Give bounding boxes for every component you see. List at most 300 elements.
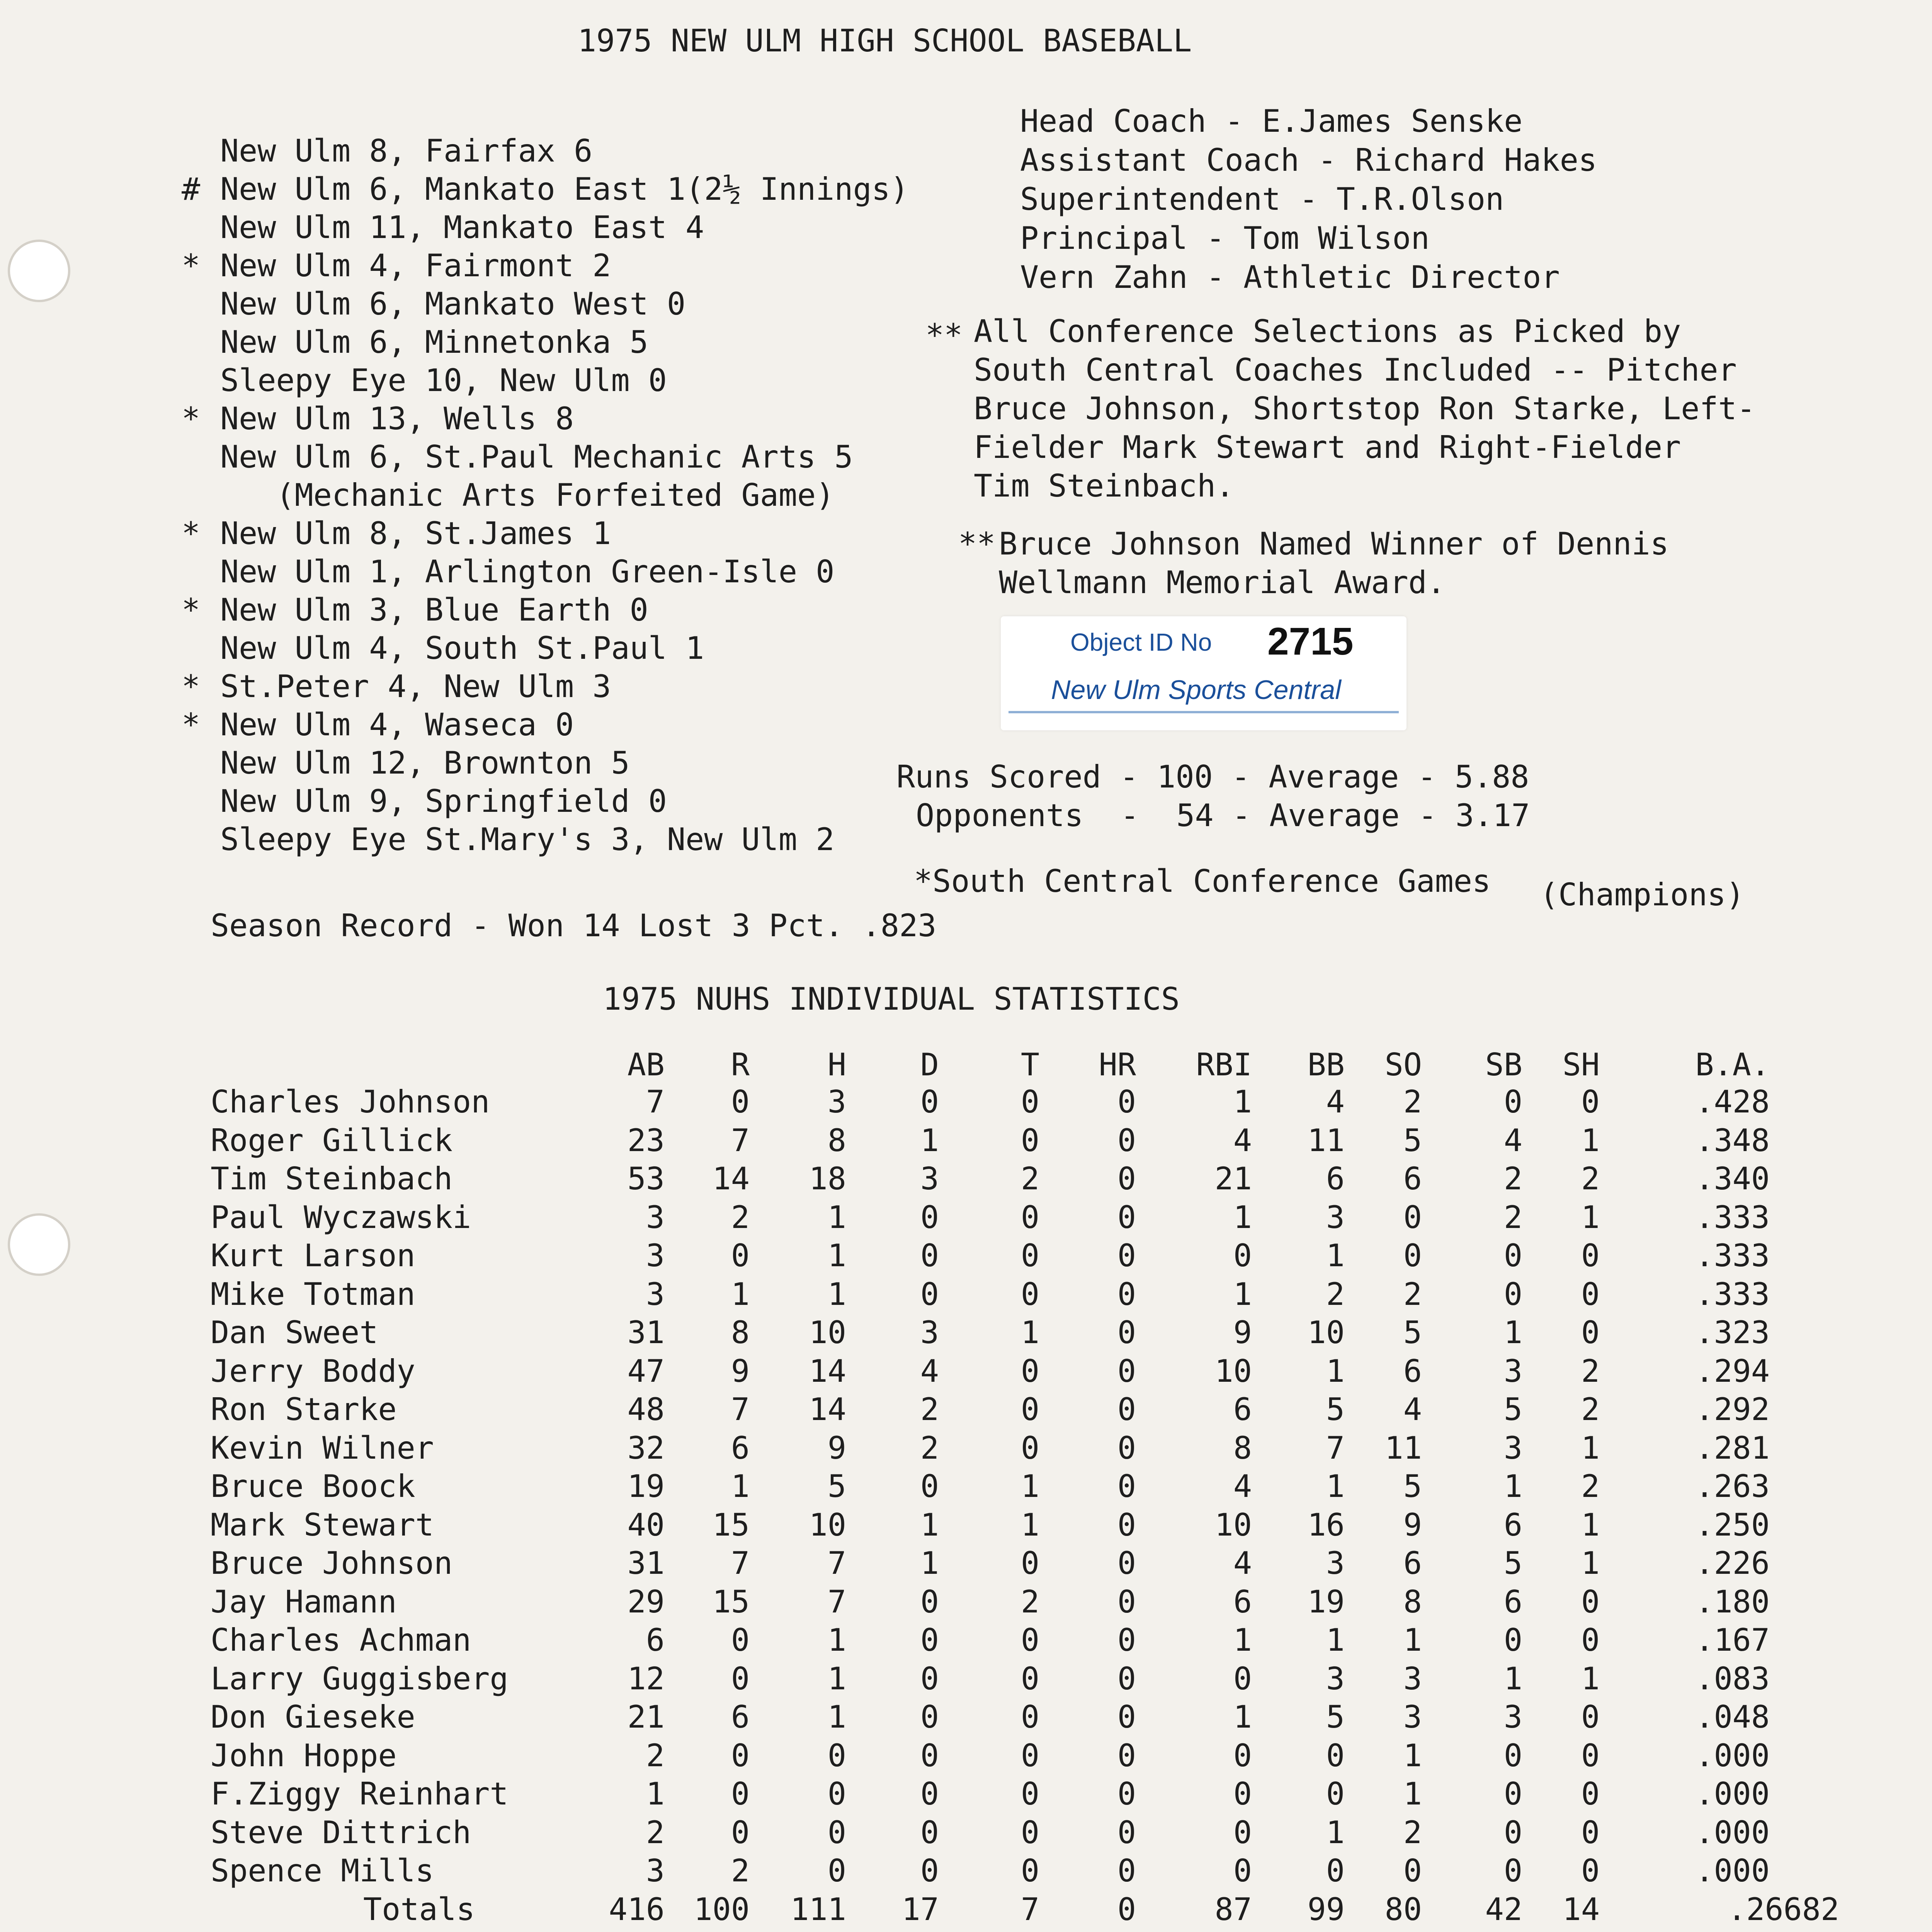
batting-player-name: Kurt Larson — [211, 1238, 415, 1274]
batting-cell: 0 — [1020, 1853, 1039, 1889]
batting-cell: .340 — [1695, 1161, 1770, 1197]
batting-header: SH — [1562, 1047, 1600, 1083]
batting-cell: 2 — [1020, 1583, 1039, 1620]
batting-cell: 0 — [731, 1238, 750, 1274]
batting-cell: 1 — [1581, 1507, 1600, 1543]
object-id-label: Object ID No — [1070, 628, 1212, 656]
batting-cell: 5 — [827, 1468, 846, 1504]
all-conference-line: Bruce Johnson, Shortstop Ron Starke, Left- — [974, 391, 1755, 427]
batting-cell: 40 — [627, 1507, 665, 1543]
batting-cell: .000 — [1695, 1776, 1770, 1812]
batting-header: SO — [1384, 1047, 1422, 1083]
batting-cell: 9 — [1233, 1315, 1252, 1350]
batting-player-name: Ron Starke — [211, 1391, 397, 1427]
batting-cell: 0 — [1233, 1776, 1252, 1812]
game-result: New Ulm 8, Fairfax 6 — [220, 133, 593, 169]
batting-cell: 1 — [827, 1699, 846, 1735]
batting-cell: 0 — [1020, 1660, 1039, 1697]
batting-cell: 1 — [1503, 1468, 1522, 1504]
batting-cell: 10 — [809, 1507, 846, 1543]
game-result: New Ulm 6, Mankato West 0 — [220, 286, 686, 322]
batting-cell: 0 — [731, 1776, 750, 1812]
batting-cell: 0 — [1233, 1814, 1252, 1850]
batting-cell: 4 — [1233, 1468, 1252, 1504]
batting-cell: 1 — [731, 1468, 750, 1504]
batting-cell: 0 — [1233, 1660, 1252, 1697]
batting-totals-label: Totals — [363, 1891, 475, 1927]
batting-header: RBI — [1196, 1047, 1252, 1083]
batting-cell: 6 — [646, 1622, 665, 1658]
batting-cell: 1 — [1326, 1814, 1345, 1850]
batting-player-name: Don Gieseke — [211, 1699, 415, 1735]
staff-line: Principal - Tom Wilson — [1020, 220, 1430, 256]
batting-player-name: Dan Sweet — [211, 1315, 378, 1350]
batting-cell: 7 — [731, 1122, 750, 1158]
batting-cell: 0 — [1117, 1507, 1136, 1543]
batting-cell: 0 — [1117, 1622, 1136, 1658]
batting-cell: 2 — [1403, 1276, 1422, 1312]
batting-cell: 1 — [1581, 1545, 1600, 1581]
batting-header: H — [827, 1047, 846, 1083]
batting-cell: 1 — [1233, 1699, 1252, 1735]
game-result: (Mechanic Arts Forfeited Game) — [220, 477, 835, 513]
batting-header: R — [731, 1047, 750, 1083]
batting-cell: 1 — [1403, 1776, 1422, 1812]
batting-cell: 0 — [920, 1468, 939, 1504]
all-conference-line: All Conference Selections as Picked by — [974, 313, 1681, 349]
batting-cell: 1 — [920, 1507, 939, 1543]
game-result: New Ulm 8, St.James 1 — [220, 515, 611, 551]
batting-cell: 0 — [1503, 1622, 1522, 1658]
batting-cell: 6 — [1503, 1507, 1522, 1543]
batting-cell: 0 — [1581, 1814, 1600, 1850]
all-conference-line: Tim Steinbach. — [974, 468, 1235, 504]
object-id-org: New Ulm Sports Central — [1051, 675, 1341, 705]
batting-cell: .167 — [1695, 1622, 1770, 1658]
batting-cell: 0 — [1020, 1699, 1039, 1735]
batting-cell: .333 — [1695, 1276, 1770, 1312]
batting-cell: 7 — [827, 1583, 846, 1620]
batting-cell: 0 — [731, 1084, 750, 1120]
batting-cell: 0 — [1117, 1122, 1136, 1158]
batting-header: BB — [1307, 1047, 1345, 1083]
batting-cell: 2 — [1503, 1161, 1522, 1197]
batting-cell: .000 — [1695, 1737, 1770, 1774]
batting-cell: 0 — [1233, 1853, 1252, 1889]
game-result: New Ulm 6, Mankato East 1(2½ Innings) — [220, 171, 909, 207]
batting-cell: 6 — [1233, 1391, 1252, 1427]
batting-total-cell: 0 — [1117, 1891, 1136, 1927]
batting-cell: 1 — [1233, 1276, 1252, 1312]
batting-cell: 21 — [1214, 1161, 1252, 1197]
batting-cell: 0 — [920, 1776, 939, 1812]
game-result: New Ulm 9, Springfield 0 — [220, 783, 667, 819]
award-mark: ** — [958, 526, 996, 562]
batting-cell: .226 — [1695, 1545, 1770, 1581]
batting-cell: 1 — [1233, 1199, 1252, 1235]
batting-cell: 7 — [731, 1391, 750, 1427]
staff-line: Vern Zahn - Athletic Director — [1020, 259, 1560, 295]
batting-cell: 6 — [1326, 1161, 1345, 1197]
batting-cell: 0 — [827, 1776, 846, 1812]
batting-header: AB — [627, 1047, 665, 1083]
batting-cell: 3 — [1503, 1699, 1522, 1735]
batting-player-name: Spence Mills — [211, 1853, 434, 1889]
batting-cell: 6 — [1233, 1583, 1252, 1620]
batting-player-name: Jerry Boddy — [211, 1353, 415, 1389]
staff-line: Superintendent - T.R.Olson — [1020, 181, 1504, 217]
batting-cell: 1 — [1233, 1084, 1252, 1120]
batting-cell: 0 — [920, 1660, 939, 1697]
batting-cell: 3 — [646, 1276, 665, 1312]
batting-cell: 0 — [1403, 1199, 1422, 1235]
batting-cell: 0 — [1326, 1853, 1345, 1889]
batting-cell: 0 — [827, 1737, 846, 1774]
batting-total-cell: 416 — [609, 1891, 665, 1927]
batting-cell: 0 — [1117, 1699, 1136, 1735]
game-mark: # — [182, 171, 201, 207]
batting-total-cell: .26682 — [1728, 1891, 1839, 1927]
batting-cell: 6 — [1403, 1161, 1422, 1197]
batting-cell: 19 — [1307, 1583, 1345, 1620]
batting-cell: 3 — [1326, 1660, 1345, 1697]
batting-cell: 0 — [920, 1084, 939, 1120]
batting-total-cell: 14 — [1562, 1891, 1600, 1927]
game-result: Sleepy Eye St.Mary's 3, New Ulm 2 — [220, 821, 835, 857]
batting-cell: 0 — [731, 1660, 750, 1697]
batting-cell: 1 — [731, 1276, 750, 1312]
game-result: New Ulm 12, Brownton 5 — [220, 745, 630, 781]
batting-cell: .348 — [1695, 1122, 1770, 1158]
conference-note: *South Central Conference Games — [914, 863, 1491, 899]
batting-cell: .180 — [1695, 1583, 1770, 1620]
batting-cell: 0 — [920, 1737, 939, 1774]
batting-cell: 1 — [1581, 1199, 1600, 1235]
batting-cell: 18 — [809, 1161, 846, 1197]
batting-cell: 0 — [1020, 1737, 1039, 1774]
all-conference-line: South Central Coaches Included -- Pitcher — [974, 352, 1737, 388]
opponents-runs: Opponents - 54 - Average - 3.17 — [916, 798, 1530, 833]
batting-cell: 15 — [712, 1583, 750, 1620]
batting-cell: 3 — [1403, 1699, 1422, 1735]
batting-player-name: Roger Gillick — [211, 1122, 453, 1158]
batting-cell: 0 — [1020, 1430, 1039, 1466]
batting-total-cell: 100 — [694, 1891, 750, 1927]
batting-cell: 14 — [809, 1391, 846, 1427]
batting-cell: 7 — [646, 1084, 665, 1120]
batting-cell: .083 — [1695, 1660, 1770, 1697]
batting-cell: 0 — [920, 1853, 939, 1889]
batting-cell: 48 — [627, 1391, 665, 1427]
batting-cell: 0 — [1581, 1699, 1600, 1735]
game-result: New Ulm 6, Minnetonka 5 — [220, 324, 648, 360]
batting-cell: 1 — [1326, 1622, 1345, 1658]
batting-cell: .323 — [1695, 1315, 1770, 1350]
batting-cell: 1 — [1581, 1122, 1600, 1158]
game-mark: * — [182, 668, 201, 704]
batting-cell: 0 — [1117, 1814, 1136, 1850]
batting-player-name: Kevin Wilner — [211, 1430, 434, 1466]
batting-cell: 1 — [646, 1776, 665, 1812]
batting-cell: 2 — [731, 1853, 750, 1889]
batting-cell: 3 — [1503, 1430, 1522, 1466]
batting-cell: 2 — [1581, 1353, 1600, 1389]
batting-cell: 8 — [827, 1122, 846, 1158]
batting-cell: 0 — [1581, 1315, 1600, 1350]
batting-cell: 1 — [920, 1122, 939, 1158]
batting-cell: 4 — [1503, 1122, 1522, 1158]
batting-cell: 1 — [827, 1660, 846, 1697]
batting-cell: 2 — [1581, 1468, 1600, 1504]
champions-note: (Champions) — [1540, 877, 1745, 913]
batting-cell: 0 — [1581, 1737, 1600, 1774]
batting-cell: 7 — [827, 1545, 846, 1581]
batting-cell: 6 — [731, 1430, 750, 1466]
batting-cell: 29 — [627, 1583, 665, 1620]
batting-cell: 0 — [1117, 1391, 1136, 1427]
batting-cell: 2 — [646, 1737, 665, 1774]
batting-player-name: Bruce Boock — [211, 1468, 415, 1504]
game-result: New Ulm 13, Wells 8 — [220, 401, 574, 437]
batting-cell: .292 — [1695, 1391, 1770, 1427]
batting-total-cell: 42 — [1485, 1891, 1522, 1927]
batting-cell: 0 — [1503, 1814, 1522, 1850]
batting-cell: 10 — [1214, 1353, 1252, 1389]
batting-cell: 0 — [1117, 1737, 1136, 1774]
batting-cell: .294 — [1695, 1353, 1770, 1389]
batting-cell: 0 — [1233, 1737, 1252, 1774]
batting-cell: 0 — [1581, 1276, 1600, 1312]
batting-cell: 9 — [827, 1430, 846, 1466]
batting-cell: 5 — [1326, 1699, 1345, 1735]
batting-cell: 0 — [1117, 1315, 1136, 1350]
batting-player-name: Bruce Johnson — [211, 1545, 453, 1581]
batting-cell: 1 — [1581, 1430, 1600, 1466]
batting-cell: 1 — [827, 1276, 846, 1312]
batting-cell: 10 — [809, 1315, 846, 1350]
batting-cell: 3 — [1326, 1199, 1345, 1235]
batting-cell: 2 — [1403, 1814, 1422, 1850]
game-mark: * — [182, 515, 201, 551]
all-conference-line: Fielder Mark Stewart and Right-Fielder — [974, 429, 1681, 465]
batting-cell: 2 — [1020, 1161, 1039, 1197]
object-id-stamp — [1001, 616, 1406, 730]
batting-cell: 0 — [1117, 1468, 1136, 1504]
batting-cell: 2 — [1503, 1199, 1522, 1235]
batting-cell: 4 — [1233, 1122, 1252, 1158]
batting-cell: 2 — [1403, 1084, 1422, 1120]
batting-cell: 0 — [1581, 1853, 1600, 1889]
batting-cell: 0 — [1326, 1776, 1345, 1812]
batting-cell: 1 — [1020, 1468, 1039, 1504]
batting-cell: 0 — [1020, 1776, 1039, 1812]
batting-cell: 1 — [1020, 1507, 1039, 1543]
batting-total-cell: 99 — [1307, 1891, 1345, 1927]
batting-player-name: Steve Dittrich — [211, 1814, 471, 1850]
batting-cell: 0 — [1117, 1199, 1136, 1235]
award-line: Wellmann Memorial Award. — [999, 565, 1446, 600]
batting-cell: 31 — [627, 1315, 665, 1350]
batting-cell: 11 — [1384, 1430, 1422, 1466]
game-mark: * — [182, 592, 201, 628]
batting-cell: .263 — [1695, 1468, 1770, 1504]
batting-cell: 12 — [627, 1660, 665, 1697]
batting-cell: 6 — [1403, 1545, 1422, 1581]
batting-cell: 2 — [731, 1199, 750, 1235]
batting-cell: 2 — [920, 1391, 939, 1427]
batting-cell: 0 — [1503, 1238, 1522, 1274]
batting-cell: 0 — [1403, 1853, 1422, 1889]
batting-cell: 1 — [1020, 1315, 1039, 1350]
batting-cell: 1 — [1233, 1622, 1252, 1658]
batting-cell: 0 — [1117, 1660, 1136, 1697]
batting-cell: 1 — [1503, 1315, 1522, 1350]
batting-cell: 0 — [1020, 1276, 1039, 1312]
batting-cell: 3 — [646, 1238, 665, 1274]
batting-cell: 0 — [1581, 1084, 1600, 1120]
batting-cell: 0 — [1020, 1199, 1039, 1235]
batting-cell: .250 — [1695, 1507, 1770, 1543]
batting-cell: 0 — [1581, 1776, 1600, 1812]
batting-cell: 0 — [827, 1853, 846, 1889]
batting-cell: 8 — [1403, 1583, 1422, 1620]
batting-cell: 3 — [920, 1315, 939, 1350]
batting-cell: 0 — [1020, 1545, 1039, 1581]
batting-cell: 4 — [1326, 1084, 1345, 1120]
batting-cell: .000 — [1695, 1814, 1770, 1850]
batting-cell: 5 — [1503, 1391, 1522, 1427]
batting-cell: 0 — [1581, 1238, 1600, 1274]
batting-player-name: F.Ziggy Reinhart — [211, 1776, 509, 1812]
batting-cell: 0 — [1117, 1276, 1136, 1312]
batting-cell: 2 — [1581, 1391, 1600, 1427]
binder-hole — [8, 1213, 70, 1276]
batting-cell: 0 — [1581, 1622, 1600, 1658]
batting-cell: 1 — [1326, 1353, 1345, 1389]
batting-cell: 0 — [1326, 1737, 1345, 1774]
game-result: New Ulm 4, Waseca 0 — [220, 707, 574, 743]
batting-cell: 1 — [1326, 1238, 1345, 1274]
batting-cell: 15 — [712, 1507, 750, 1543]
batting-cell: 1 — [920, 1545, 939, 1581]
batting-player-name: Mike Totman — [211, 1276, 415, 1312]
batting-cell: 1 — [827, 1199, 846, 1235]
batting-cell: 0 — [1117, 1776, 1136, 1812]
game-result: New Ulm 11, Mankato East 4 — [220, 209, 704, 245]
batting-cell: .281 — [1695, 1430, 1770, 1466]
batting-cell: 2 — [1326, 1276, 1345, 1312]
batting-cell: 0 — [1020, 1122, 1039, 1158]
batting-cell: 14 — [712, 1161, 750, 1197]
batting-cell: 2 — [646, 1814, 665, 1850]
batting-cell: 0 — [1117, 1545, 1136, 1581]
batting-cell: 53 — [627, 1161, 665, 1197]
stamp-divider — [1009, 711, 1399, 713]
object-id-number: 2715 — [1267, 620, 1354, 663]
page-title: 1975 NEW ULM HIGH SCHOOL BASEBALL — [578, 23, 1192, 59]
batting-cell: 0 — [1020, 1238, 1039, 1274]
batting-cell: 5 — [1503, 1545, 1522, 1581]
batting-cell: 16 — [1307, 1507, 1345, 1543]
batting-total-cell: 80 — [1384, 1891, 1422, 1927]
batting-total-cell: 87 — [1214, 1891, 1252, 1927]
batting-cell: 0 — [1233, 1238, 1252, 1274]
batting-player-name: Mark Stewart — [211, 1507, 434, 1543]
game-result: New Ulm 1, Arlington Green-Isle 0 — [220, 554, 835, 590]
batting-cell: 0 — [1117, 1853, 1136, 1889]
batting-cell: 0 — [1503, 1084, 1522, 1120]
batting-player-name: Charles Johnson — [211, 1084, 490, 1120]
batting-cell: 0 — [827, 1814, 846, 1850]
batting-cell: 9 — [731, 1353, 750, 1389]
batting-cell: 4 — [920, 1353, 939, 1389]
batting-cell: 6 — [1403, 1353, 1422, 1389]
batting-cell: 3 — [1503, 1353, 1522, 1389]
batting-cell: 0 — [920, 1583, 939, 1620]
batting-cell: 8 — [731, 1315, 750, 1350]
batting-player-name: Charles Achman — [211, 1622, 471, 1658]
batting-cell: .428 — [1695, 1084, 1770, 1120]
batting-cell: 0 — [731, 1622, 750, 1658]
batting-cell: 19 — [627, 1468, 665, 1504]
batting-cell: 1 — [1403, 1622, 1422, 1658]
batting-cell: 0 — [1117, 1238, 1136, 1274]
game-mark: * — [182, 248, 201, 284]
batting-cell: 7 — [731, 1545, 750, 1581]
batting-header: T — [1020, 1047, 1039, 1083]
award-line: Bruce Johnson Named Winner of Dennis — [999, 526, 1669, 562]
game-result: Sleepy Eye 10, New Ulm 0 — [220, 362, 667, 398]
batting-cell: .333 — [1695, 1238, 1770, 1274]
batting-total-cell: 17 — [901, 1891, 939, 1927]
batting-cell: 4 — [1233, 1545, 1252, 1581]
batting-player-name: Paul Wyczawski — [211, 1199, 471, 1235]
batting-cell: 1 — [1326, 1468, 1345, 1504]
runs-scored: Runs Scored - 100 - Average - 5.88 — [896, 759, 1529, 795]
batting-cell: 3 — [646, 1853, 665, 1889]
batting-cell: 0 — [1117, 1430, 1136, 1466]
batting-player-name: Larry Guggisberg — [211, 1660, 509, 1697]
batting-cell: 5 — [1403, 1315, 1422, 1350]
batting-cell: 14 — [809, 1353, 846, 1389]
batting-cell: 0 — [920, 1276, 939, 1312]
batting-cell: 0 — [1117, 1161, 1136, 1197]
staff-line: Assistant Coach - Richard Hakes — [1020, 142, 1597, 178]
all-conference-mark: ** — [925, 317, 963, 353]
season-record: Season Record - Won 14 Lost 3 Pct. .823 — [211, 908, 937, 944]
batting-cell: 6 — [1503, 1583, 1522, 1620]
batting-cell: 3 — [1326, 1545, 1345, 1581]
batting-cell: 6 — [731, 1699, 750, 1735]
batting-cell: .000 — [1695, 1853, 1770, 1889]
batting-cell: 10 — [1214, 1507, 1252, 1543]
batting-cell: 0 — [920, 1238, 939, 1274]
batting-cell: 5 — [1403, 1122, 1422, 1158]
batting-player-name: John Hoppe — [211, 1737, 397, 1774]
batting-cell: 0 — [731, 1737, 750, 1774]
batting-header: HR — [1099, 1047, 1136, 1083]
batting-cell: 0 — [1503, 1776, 1522, 1812]
batting-cell: 0 — [1403, 1238, 1422, 1274]
staff-line: Head Coach - E.James Senske — [1020, 103, 1523, 139]
batting-header: D — [920, 1047, 939, 1083]
batting-cell: 10 — [1307, 1315, 1345, 1350]
batting-cell: 5 — [1326, 1391, 1345, 1427]
batting-cell: 0 — [1020, 1391, 1039, 1427]
batting-cell: 2 — [1581, 1161, 1600, 1197]
batting-cell: 0 — [1117, 1084, 1136, 1120]
batting-cell: 0 — [920, 1199, 939, 1235]
